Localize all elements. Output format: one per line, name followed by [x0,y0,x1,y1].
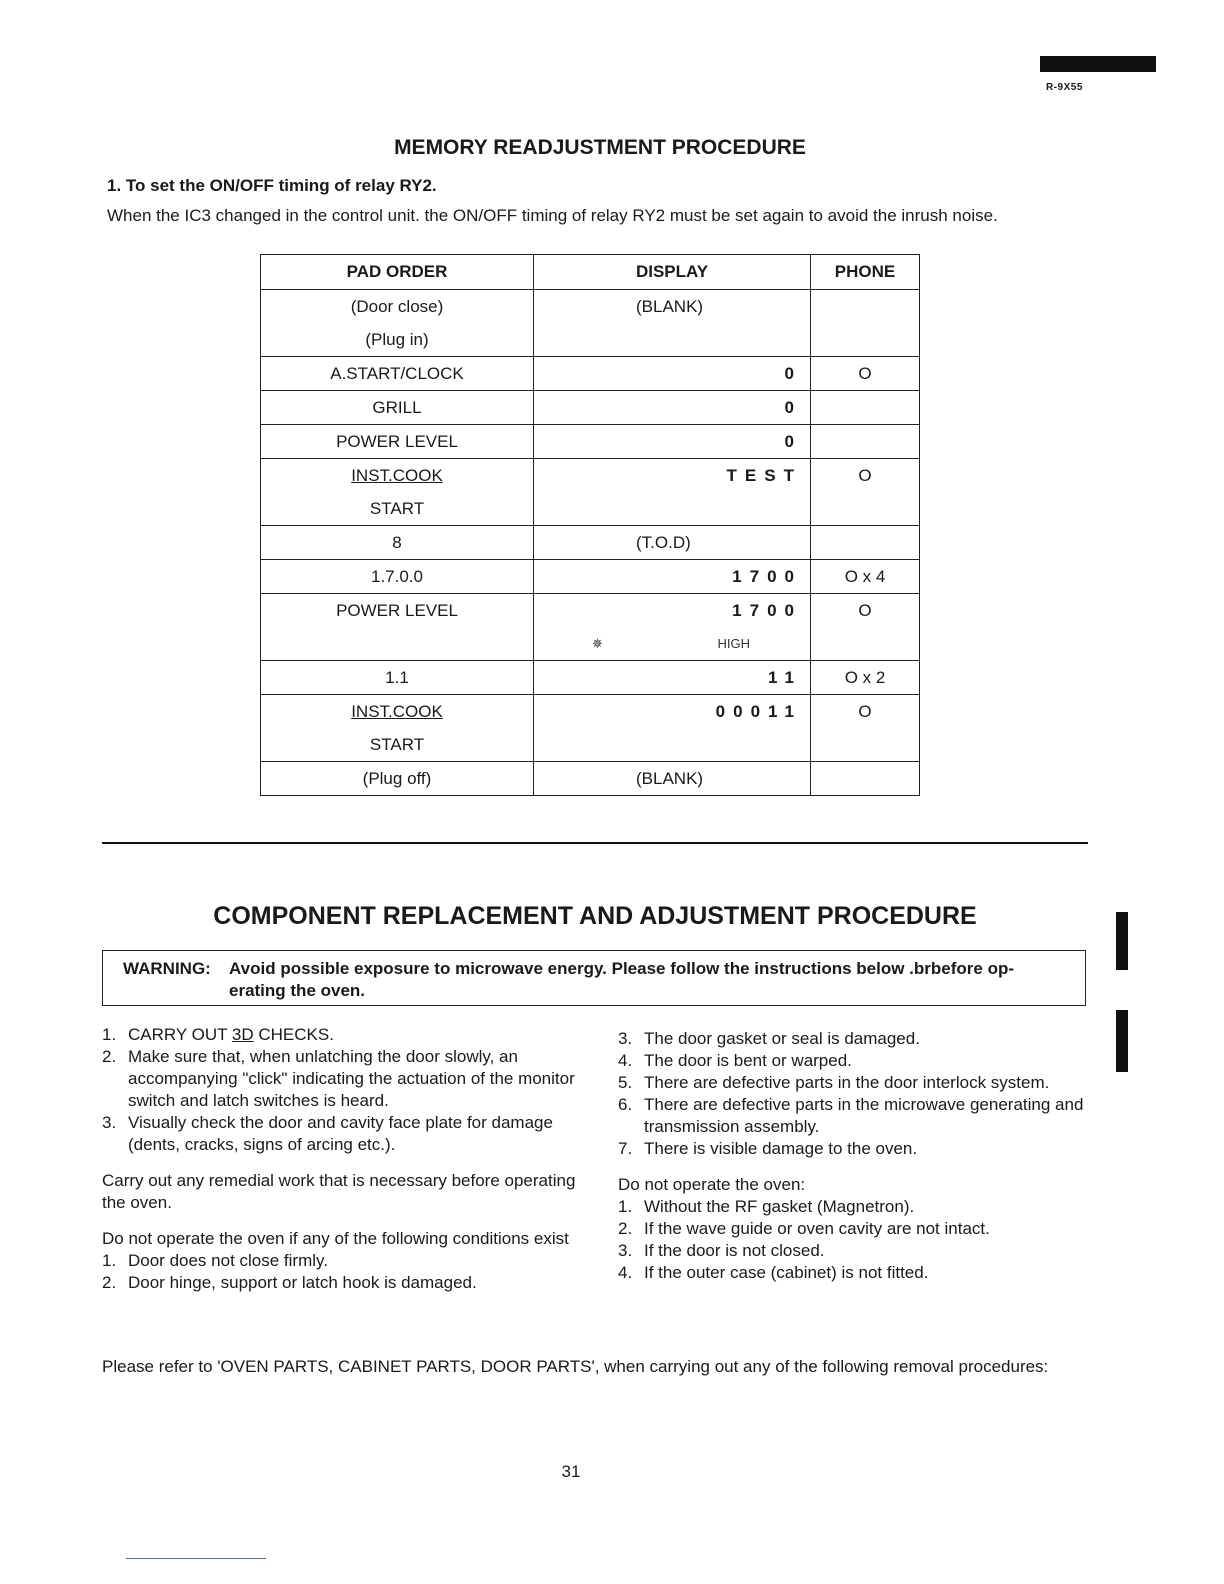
col-display: DISPLAY [534,255,811,290]
list-item: 1. Without the RF gasket (Magnetron). [618,1197,915,1216]
pad-order-cell [261,661,534,695]
col-pad-order: PAD ORDER [261,255,534,290]
memory-title: MEMORY READJUSTMENT PROCEDURE [394,136,806,159]
side-tab-marker [1116,1010,1128,1072]
display-text: 1700 [732,567,802,586]
pad-order-text: (Plug in) [365,330,429,349]
list-item: 3. The door gasket or seal is damaged. [618,1029,920,1048]
display-cell [534,391,811,425]
pad-order-text: START [369,499,425,518]
refer-text: Please refer to 'OVEN PARTS, CABINET PARTS, DOOR PARTS', when carrying out any of the following removal procedures: [102,1357,1049,1376]
remedial-text: Carry out any remedial work that is necessary before operating the oven. [102,1171,576,1212]
pad-order-cell [261,560,534,594]
list-item: 3. If the door is not closed. [618,1241,825,1260]
display-text: 0 [784,398,802,417]
right-column [618,1028,1094,1284]
display-text: TEST [726,466,802,485]
list-item: 2. Make sure that, when unlatching the door slowly, an accompanying "click" indicating the actuation of the monitor switch and latch switches is heard. [102,1047,575,1110]
pad-order-cell [261,762,534,796]
list-item: 1. CARRY OUT 3D CHECKS. [102,1025,334,1044]
phone-cell: O x 2 [811,661,920,695]
display-sub [534,627,810,660]
col-phone: PHONE [811,255,920,290]
list-item: 6. There are defective parts in the microwave generating and transmission assembly. [618,1095,1084,1136]
pad-order-text: 8 [392,533,402,552]
table-row [261,459,920,526]
phone-cell: O [811,594,920,661]
pad-order-text: A.START/CLOCK [330,364,464,383]
display-cell [534,594,811,661]
not-operate-intro: Do not operate the oven: [618,1175,806,1194]
phone-cell [811,762,920,796]
footer-line [126,1558,266,1559]
table-row [261,290,920,357]
table-row [261,425,920,459]
list-item: 4. If the outer case (cabinet) is not fitted. [618,1263,929,1282]
warning-text-line2: erating the oven. [229,981,366,1000]
display-cell [534,762,811,796]
section-divider [102,842,1088,844]
pad-order-cell [261,459,534,526]
pad-order-text: POWER LEVEL [336,601,458,620]
display-sub-text: HIGH [717,636,750,651]
component-title: COMPONENT REPLACEMENT AND ADJUSTMENT PROCEDURE [213,902,977,930]
display-cell [534,357,811,391]
display-text: 0 [784,364,802,383]
table-row [261,357,920,391]
display-cell [534,459,811,526]
pad-order-text: INST.COOK [351,702,443,721]
list-item: 7. There is visible damage to the oven. [618,1139,918,1158]
display-text: (BLANK) [636,769,704,788]
display-text: (T.O.D) [636,533,691,552]
pad-order-text: POWER LEVEL [336,432,458,451]
warning-label: WARNING: [123,959,211,978]
memory-table [260,254,920,796]
memory-intro: When the IC3 changed in the control unit. the ON/OFF timing of relay RY2 must be set again to avoid the inrush noise. [107,206,998,225]
display-text: (BLANK) [636,297,704,316]
phone-cell: O [811,695,920,762]
pad-order-text: 1.7.0.0 [371,567,423,586]
phone-cell [811,425,920,459]
memory-step: 1. To set the ON/OFF timing of relay RY2. [107,176,437,195]
page-number: 31 [561,1462,581,1481]
warning-box [102,950,1086,1006]
phone-cell: O [811,357,920,391]
pad-order-text: START [369,735,425,754]
display-cell [534,526,811,560]
phone-cell: O [811,459,920,526]
power-indicator-icon: ✵ [592,636,603,651]
list-item: 4. The door is bent or warped. [618,1051,852,1070]
display-text: 11 [768,668,802,687]
display-cell [534,560,811,594]
phone-cell [811,391,920,425]
pad-order-cell [261,357,534,391]
display-cell [534,695,811,762]
display-cell [534,290,811,357]
phone-cell [811,526,920,560]
display-text: 1700 [732,601,802,620]
pad-order-text: INST.COOK [351,466,443,485]
table-header-row [261,255,920,290]
list-item: 1. Door does not close firmly. [102,1251,328,1270]
side-tab-marker [1116,912,1128,970]
pad-order-cell [261,695,534,762]
table-row [261,594,920,661]
model-number: R-9X55 [1046,82,1083,93]
table-row [261,695,920,762]
list-item: 5. There are defective parts in the door interlock system. [618,1073,1050,1092]
pad-order-cell [261,594,534,661]
table-row [261,560,920,594]
display-text: 00011 [715,702,802,721]
pad-order-text: (Plug off) [362,769,432,788]
display-cell [534,661,811,695]
table-row [261,391,920,425]
pad-order-text: (Door close) [350,297,444,316]
header-bar [1040,56,1156,72]
conditions-intro: Do not operate the oven if any of the following conditions exist [102,1229,569,1248]
pad-order-cell [261,526,534,560]
display-cell [534,425,811,459]
pad-order-text: 1.1 [385,668,409,687]
memory-table-body [261,290,920,796]
warning-text-line1: Avoid possible exposure to microwave energy. Please follow the instructions below .brbefore op- [229,959,1014,978]
display-text: 0 [784,432,802,451]
pad-order-cell [261,290,534,357]
pad-order-cell [261,425,534,459]
table-row [261,762,920,796]
list-item: 2. If the wave guide or oven cavity are not intact. [618,1219,990,1238]
phone-cell [811,290,920,357]
table-row [261,661,920,695]
left-column [102,1024,580,1294]
list-item: 3. Visually check the door and cavity face plate for damage (dents, cracks, signs of arcing etc.). [102,1113,553,1154]
phone-cell: O x 4 [811,560,920,594]
pad-order-text: GRILL [372,398,422,417]
table-row [261,526,920,560]
pad-order-cell [261,391,534,425]
list-item: 2. Door hinge, support or latch hook is damaged. [102,1273,477,1292]
